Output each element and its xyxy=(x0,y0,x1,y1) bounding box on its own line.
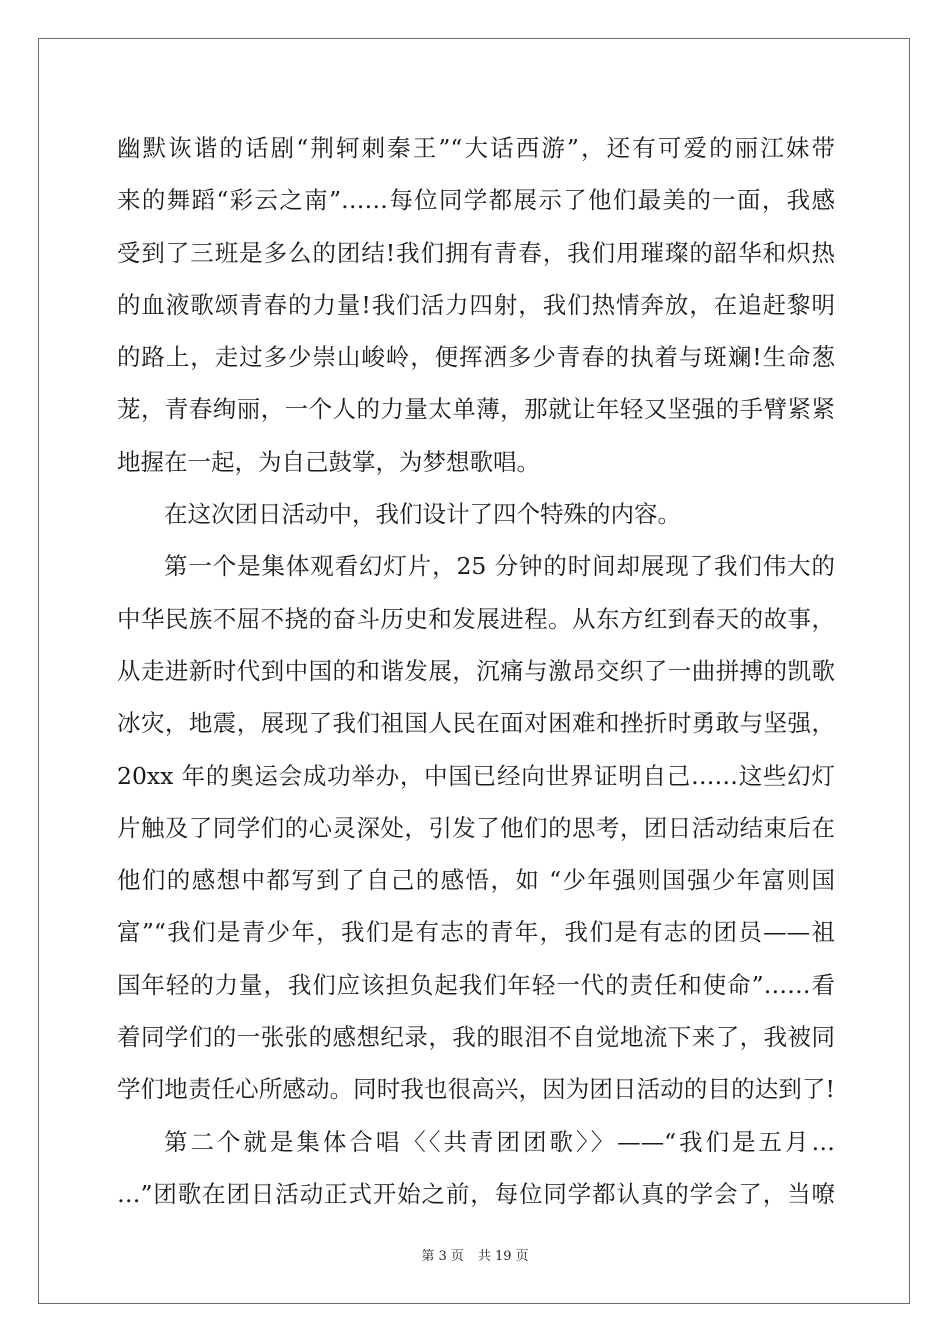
text-line-11: 从走进新时代到中国的和谐发展，沉痛与激昂交织了一曲拼搏的凯歌 xyxy=(117,656,835,685)
text-line-19: 学们地责任心所感动。同时我也很高兴，因为团日活动的目的达到了! xyxy=(117,1075,835,1104)
text-line-6: 茏，青春绚丽，一个人的力量太单薄，那就让年轻又坚强的手臂紧紧 xyxy=(117,395,835,424)
text-line-3: 受到了三班是多么的团结!我们拥有青春，我们用璀璨的韶华和炽热 xyxy=(117,238,835,267)
page-footer xyxy=(0,1245,950,1264)
text-line-18: 着同学们的一张张的感想纪录，我的眼泪不自觉地流下来了，我被同 xyxy=(117,1023,835,1052)
page-total: 共 19 页 xyxy=(477,1249,529,1264)
text-line-10: 中华民族不屈不挠的奋斗历史和发展进程。从东方红到春天的故事， xyxy=(117,604,835,633)
text-line-2: 来的舞蹈“彩云之南”……每位同学都展示了他们最美的一面，我感 xyxy=(117,186,835,215)
text-line-9: 第一个是集体观看幻灯片，25 分钟的时间却展现了我们伟大的 xyxy=(164,552,835,581)
text-line-12: 冰灾，地震，展现了我们祖国人民在面对困难和挫折时勇敢与坚强， xyxy=(117,709,835,738)
text-line-21: …”团歌在团日活动正式开始之前，每位同学都认真的学会了，当嘹 xyxy=(117,1179,835,1208)
text-line-15: 他们的感想中都写到了自己的感悟，如 “少年强则国强少年富则国 xyxy=(117,866,835,895)
text-line-8: 在这次团日活动中，我们设计了四个特殊的内容。 xyxy=(164,500,681,529)
text-line-5: 的路上，走过多少崇山峻岭，便挥洒多少青春的执着与斑斓!生命葱 xyxy=(117,343,835,372)
text-line-14: 片触及了同学们的心灵深处，引发了他们的思考，团日活动结束后在 xyxy=(117,813,835,842)
text-line-13: 20xx 年的奥运会成功举办，中国已经向世界证明自己……这些幻灯 xyxy=(117,761,835,790)
text-line-17: 国年轻的力量，我们应该担负起我们年轻一代的责任和使命”……看 xyxy=(117,970,835,999)
text-line-7: 地握在一起，为自己鼓掌，为梦想歌唱。 xyxy=(117,447,540,476)
text-line-20: 第二个就是集体合唱〈〈共青团团歌〉〉——“我们是五月… xyxy=(164,1127,835,1156)
page-number: 第 3 页 xyxy=(421,1249,464,1264)
text-line-1: 幽默诙谐的话剧“荆轲刺秦王”“大话西游”，还有可爱的丽江妹带 xyxy=(117,134,835,162)
text-line-16: 富”“我们是青少年，我们是有志的青年，我们是有志的团员——祖 xyxy=(117,918,835,947)
document-body xyxy=(117,128,835,1226)
text-line-4: 的血液歌颂青春的力量!我们活力四射，我们热情奔放，在追赶黎明 xyxy=(117,290,835,319)
